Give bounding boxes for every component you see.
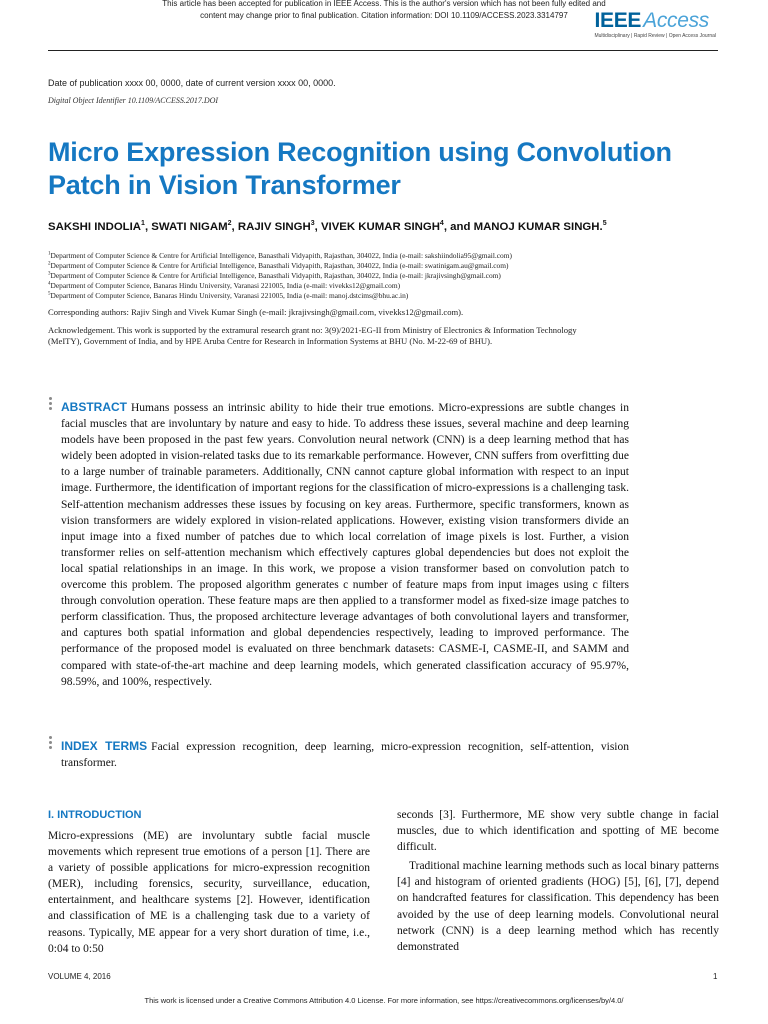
author-affiliation-number: 4 <box>439 220 444 228</box>
doi-line: Digital Object Identifier 10.1109/ACCESS.2017.DOI <box>48 96 219 105</box>
abstract <box>61 399 629 690</box>
affiliation-number: 3 <box>48 271 51 277</box>
index-terms <box>61 738 629 771</box>
section-heading-introduction: I. INTRODUCTION <box>48 809 142 821</box>
affiliation-item <box>48 281 718 291</box>
author-name: SWATI NIGAM <box>151 221 228 233</box>
affiliation-item <box>48 291 718 301</box>
affiliation-item <box>48 261 718 271</box>
affiliation-text: Department of Computer Science & Centre for Artificial Intelligence, Banasthali Vidyapith, Rajasthan, 304022, India (e-mail: swatinigam.au@gmail.com) <box>50 261 509 271</box>
intro-right-paragraph-1: seconds [3]. Furthermore, ME show very subtle change in facial muscles, due to which identification and spotting of ME become difficult. <box>397 809 719 854</box>
ieee-access-logo <box>594 10 716 39</box>
affiliation-text: Department of Computer Science, Banaras Hindu University, Varanasi 221005, India (e-mail: vivekks12@gmail.com) <box>50 281 401 291</box>
author-affiliation-number: 3 <box>310 220 315 228</box>
logo-tagline: Multidisciplinary | Rapid Review | Open Access Journal <box>594 33 716 39</box>
abstract-marker-icon <box>49 397 52 412</box>
index-terms-label: INDEX TERMS <box>61 739 148 753</box>
acknowledgement: Acknowledgement. This work is supported by the extramural research grant no: 3(9)/2021-EG-II from Ministry of Electronics & Information Technology (MeITY), Government of India, and by HPE Aruba Centre for Research in Information Systems at BHU (No. M-22-69 of BHU). <box>48 325 577 347</box>
publication-notice-line1: This article has been accepted for publication in IEEE Access. This is the author's version which has not been fully edited and <box>162 0 606 8</box>
publication-notice-line2: content may change prior to final publication. Citation information: DOI 10.1109/ACCESS.2023.3314797 <box>200 11 568 20</box>
affiliation-item <box>48 271 718 281</box>
publication-date: Date of publication xxxx 00, 0000, date of current version xxxx 00, 0000. <box>48 78 336 88</box>
affiliation-number: 2 <box>48 261 51 267</box>
author-affiliation-number: 2 <box>227 220 232 228</box>
affiliation-number: 1 <box>48 251 51 257</box>
affiliation-number: 5 <box>48 291 51 297</box>
author-name: SAKSHI INDOLIA <box>48 221 142 233</box>
intro-right-paragraph-2: Traditional machine learning methods such as local binary patterns [4] and histogram of oriented gradients (HOG) [5], [6], [7], depend on handcrafted features for classification. This dependency has been avoided by the use of deep learning models. Convolutional neural network (CNN) is a deep learning method which has recently demonstrated <box>397 860 719 953</box>
intro-right-column <box>397 807 719 955</box>
footer-page-number: 1 <box>713 972 718 981</box>
affiliation-list <box>48 251 718 301</box>
abstract-label: ABSTRACT <box>61 400 127 414</box>
paper-title: Micro Expression Recognition using Convolution Patch in Vision Transformer <box>48 137 672 200</box>
author-list <box>48 220 688 235</box>
author-separator: , and <box>443 221 474 233</box>
intro-left-column: Micro-expressions (ME) are involuntary subtle facial muscle movements which represent true emotions of a person [1]. There are a variety of possible applications for micro-expression recognition (MER), including forensics, security, surveillance, education, entertainment, and healthcare systems [2]. However, identification and classification of ME is a challenging task due to a variety of reasons. Typically, ME appear for a very short duration of time, i.e., 0:04 to 0:50 <box>48 830 370 955</box>
author-name: RAJIV SINGH <box>237 221 311 233</box>
header-rule <box>48 50 718 51</box>
corresponding-authors: Corresponding authors: Rajiv Singh and Vivek Kumar Singh (e-mail: jkrajivsingh@gmail.com, vivekks12@gmail.com). <box>48 307 464 317</box>
footer-license: This work is licensed under a Creative Commons Attribution 4.0 License. For more information, see https://creativecommons.org/licenses/by/4.0/ <box>144 996 624 1005</box>
logo-access-text: Access <box>643 9 709 32</box>
author-separator: , <box>144 221 152 233</box>
index-terms-marker-icon <box>49 736 52 751</box>
affiliation-item <box>48 251 718 261</box>
author-separator: , <box>314 221 321 233</box>
abstract-text: Humans possess an intrinsic ability to hide their true emotions. Micro-expressions are subtle changes in facial muscles that are involuntary by nature and easy to hide. To address these issues, several machine and deep learning models have been proposed in the past few years. Convolution neural network (CNN) is a deep learning method that has widely been adopted in vision-related tasks due to its remarkable performance. However, CNN suffers from overfitting due to a large number of trainable parameters. Additionally, CNN cannot capture global information with respect to an input image. Furthermore, the identification of important regions for the classification of micro-expressions is a challenging task. Self-attention mechanism addresses these issues by focusing on key areas. Furthermore, specific transformers, known as vision transformers are widely explored in vision-related applications. However, existing vision transformers divide an input image into a fixed number of patches due to which local correlation of image pixels is lost. Further, a vision transformer relies on self-attention mechanism which effectively captures global dependencies but does not exploit the local spatial relationships in an image. In this work, we propose a vision transformer based on convolution patch to overcome this problem. The proposed algorithm generates c number of feature maps from input images using c filters through convolution operation. These feature maps are then applied to a transformer model as fixed-size image patches to perform classification. Thus, the proposed architecture leverage advantages of both convolutional layers and transformer, and captures both spatial information and global dependencies respectively, leading to improved performance. The performance of the proposed model is evaluated on three benchmark datasets: CASME-I, CASME-II, and SAMM and compared with state-of-the-art machine and deep learning models, which generated classification accuracy of 95.97%, 98.59%, and 100%, respectively. <box>61 402 629 688</box>
author-name: MANOJ KUMAR SINGH. <box>473 221 603 233</box>
author-name: VIVEK KUMAR SINGH <box>320 221 440 233</box>
author-affiliation-number: 1 <box>141 220 145 228</box>
footer-volume: VOLUME 4, 2016 <box>48 972 111 981</box>
index-terms-text: Facial expression recognition, deep learning, micro-expression recognition, self-attention, vision transformer. <box>61 741 629 770</box>
affiliation-text: Department of Computer Science & Centre for Artificial Intelligence, Banasthali Vidyapith, Rajasthan, 304022, India (e-mail: sakshiindolia95@gmail.com) <box>50 251 512 260</box>
affiliation-number: 4 <box>48 281 51 287</box>
author-affiliation-number: 5 <box>602 220 607 228</box>
author-separator: , <box>231 221 238 233</box>
affiliation-text: Department of Computer Science, Banaras Hindu University, Varanasi 221005, India (e-mail: manoj.dstcims@bhu.ac.in) <box>50 291 409 301</box>
logo-ieee-text: IEEE <box>594 9 642 32</box>
affiliation-text: Department of Computer Science & Centre for Artificial Intelligence, Banasthali Vidyapith, Rajasthan, 304022, India (e-mail: jkrajivsingh@gmail.com) <box>50 271 501 281</box>
